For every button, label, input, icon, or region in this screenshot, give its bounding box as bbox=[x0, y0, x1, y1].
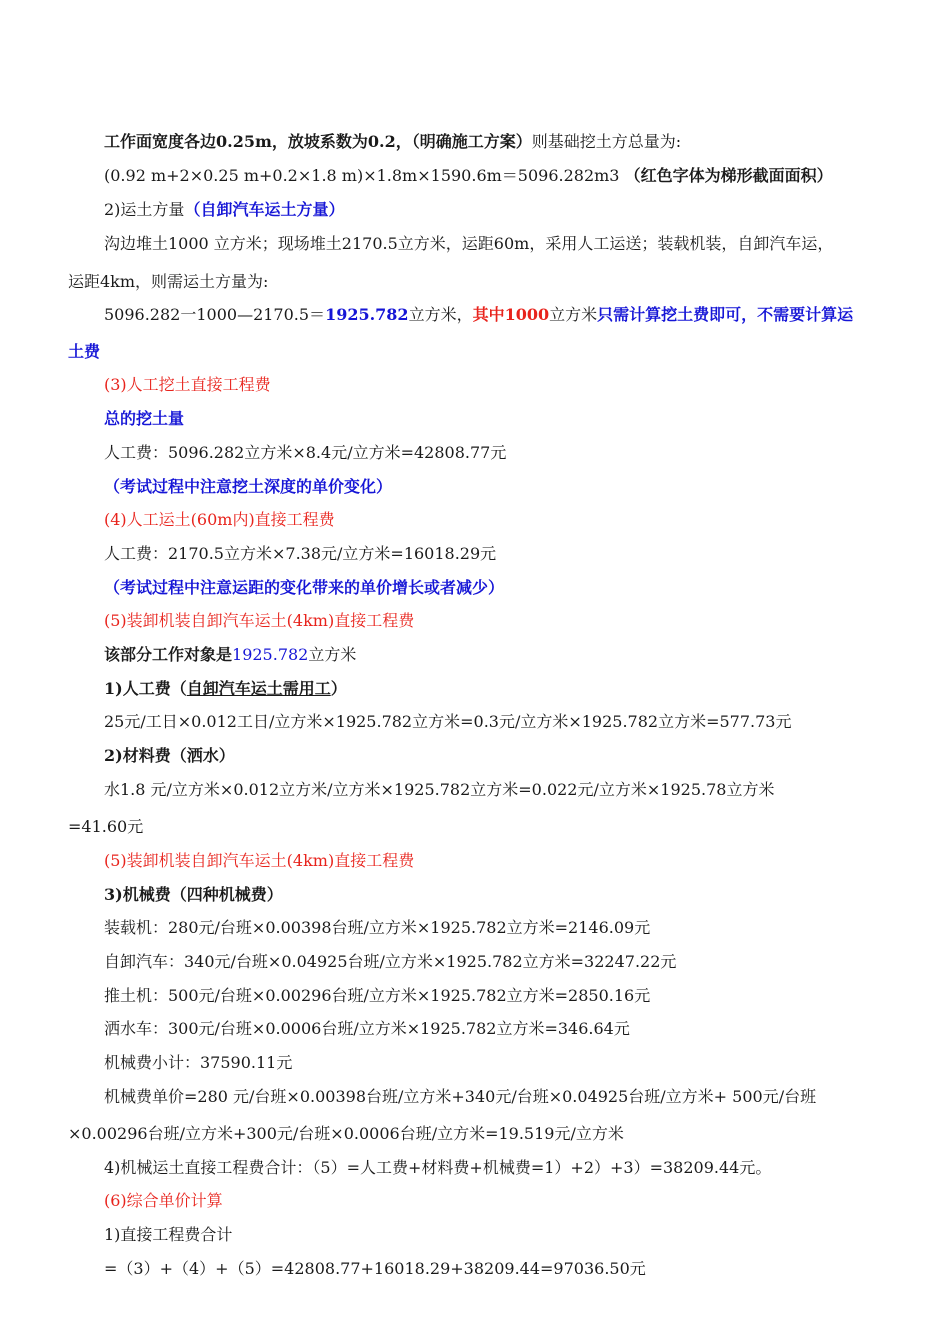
text-line-2 bbox=[104, 165, 833, 187]
line-segment: （考试过程中注意挖土深度的单价变化） bbox=[104, 477, 393, 496]
text-line-17 bbox=[104, 678, 347, 700]
line-segment: ×0.00296台班/立方米+300元/台班×0.0006台班/立方米=19.519元/立方米 bbox=[68, 1124, 624, 1143]
line-segment: ） bbox=[330, 679, 347, 698]
line-segment: （考试过程中注意运距的变化带来的单价增长或者减少） bbox=[104, 578, 505, 597]
line-segment: 运距4km，则需运土方量为: bbox=[68, 272, 269, 291]
line-segment: 立方米， bbox=[408, 305, 473, 324]
line-segment: (6)综合单价计算 bbox=[104, 1191, 223, 1210]
text-line-9 bbox=[104, 408, 184, 430]
line-segment: 1)人工费（ bbox=[104, 679, 187, 698]
text-line-5 bbox=[68, 271, 268, 293]
line-segment: 装载机：280元/台班×0.00398台班/立方米×1925.782立方米=2146.09元 bbox=[104, 918, 651, 937]
text-line-21 bbox=[68, 816, 143, 838]
line-segment: 3)机械费（四种机械费） bbox=[104, 885, 283, 904]
line-segment: 人工费：5096.282立方米×8.4元/立方米=42808.77元 bbox=[104, 443, 507, 462]
text-line-28 bbox=[104, 1052, 292, 1074]
text-line-14 bbox=[104, 577, 504, 599]
line-segment: =41.60元 bbox=[68, 817, 144, 836]
line-segment: 自卸汽车：340元/台班×0.04925台班/立方米×1925.782立方米=32247.22元 bbox=[104, 952, 677, 971]
line-segment: =（3）+（4）+（5）=42808.77+16018.29+38209.44=97036.50元 bbox=[104, 1259, 646, 1278]
line-segment: 工作面宽度各边0.25m，放坡系数为0.2，（明确施工方案） bbox=[104, 132, 532, 151]
line-segment: 总的挖土量 bbox=[104, 409, 185, 428]
text-line-24 bbox=[104, 917, 650, 939]
text-line-3 bbox=[104, 199, 344, 221]
line-segment: （红色字体为梯形截面面积） bbox=[624, 166, 833, 185]
line-segment: (0.92 m+2×0.25 m+0.2×1.8 m)×1.8m×1590.6m＝5096.282m3 bbox=[104, 166, 625, 185]
text-line-8 bbox=[104, 374, 271, 396]
text-line-26 bbox=[104, 985, 650, 1007]
line-segment: 4)机械运土直接工程费合计：（5）=人工费+材料费+机械费=1）+2）+3）=38209.44元。 bbox=[104, 1158, 772, 1177]
line-segment: (5)装卸机装自卸汽车运土(4km)直接工程费 bbox=[104, 611, 415, 630]
text-line-32 bbox=[104, 1190, 223, 1212]
line-segment: 立方米 bbox=[308, 645, 357, 664]
line-segment: 土费 bbox=[68, 342, 101, 361]
line-segment: 水1.8 元/立方米×0.012立方米/立方米×1925.782立方米=0.022元/立方米×1925.78立方米 bbox=[104, 780, 775, 799]
text-line-31 bbox=[104, 1157, 771, 1179]
text-line-34 bbox=[104, 1258, 646, 1280]
line-segment: 1925.782 bbox=[325, 305, 409, 324]
line-segment: 自卸汽车运土需用工 bbox=[186, 679, 331, 698]
line-segment: (5)装卸机装自卸汽车运土(4km)直接工程费 bbox=[104, 851, 415, 870]
line-segment: 5096.282一1000—2170.5＝ bbox=[104, 305, 326, 324]
text-line-4 bbox=[104, 233, 833, 255]
line-segment: 25元/工日×0.012工日/立方米×1925.782立方米=0.3元/立方米×1925.782立方米=577.73元 bbox=[104, 712, 792, 731]
text-line-19 bbox=[104, 745, 235, 767]
text-line-7 bbox=[68, 341, 100, 363]
text-line-33 bbox=[104, 1224, 232, 1246]
line-segment: 人工费：2170.5立方米×7.38元/立方米=16018.29元 bbox=[104, 544, 497, 563]
text-line-29 bbox=[104, 1086, 816, 1108]
line-segment: 机械费小计：37590.11元 bbox=[104, 1053, 293, 1072]
text-line-16 bbox=[104, 644, 356, 666]
line-segment: (4)人工运土(60m内)直接工程费 bbox=[104, 510, 335, 529]
text-line-12 bbox=[104, 509, 335, 531]
line-segment: 2)材料费（洒水） bbox=[104, 746, 235, 765]
text-line-18 bbox=[104, 711, 792, 733]
text-line-25 bbox=[104, 951, 676, 973]
text-line-6 bbox=[104, 304, 853, 326]
line-segment: 1925.782 bbox=[232, 645, 309, 664]
line-segment: 沟边堆土1000 立方米；现场堆土2170.5立方米，运距60m，采用人工运送；装载机装，自卸汽车运， bbox=[104, 234, 834, 253]
line-segment: 机械费单价=280 元/台班×0.00398台班/立方米+340元/台班×0.04925台班/立方米+ 500元/台班 bbox=[104, 1087, 817, 1106]
text-line-1 bbox=[104, 131, 681, 153]
text-line-11 bbox=[104, 476, 392, 498]
text-line-30 bbox=[68, 1123, 624, 1145]
line-segment: 只需计算挖土费即可，不需要计算运 bbox=[597, 305, 854, 324]
text-line-10 bbox=[104, 442, 506, 464]
text-line-27 bbox=[104, 1018, 630, 1040]
line-segment: 2)运土方量 bbox=[104, 200, 185, 219]
line-segment: （自卸汽车运土方量） bbox=[184, 200, 345, 219]
text-line-13 bbox=[104, 543, 496, 565]
line-segment: 1)直接工程费合计 bbox=[104, 1225, 233, 1244]
text-line-15 bbox=[104, 610, 414, 632]
line-segment: 则基础挖土方总量为: bbox=[531, 132, 682, 151]
text-line-22 bbox=[104, 850, 414, 872]
line-segment: 推土机：500元/台班×0.00296台班/立方米×1925.782立方米=2850.16元 bbox=[104, 986, 651, 1005]
line-segment: (3)人工挖土直接工程费 bbox=[104, 375, 271, 394]
line-segment: 洒水车：300元/台班×0.0006台班/立方米×1925.782立方米=346.64元 bbox=[104, 1019, 630, 1038]
line-segment: 其中1000 bbox=[472, 305, 550, 324]
text-line-20 bbox=[104, 779, 774, 801]
text-line-23 bbox=[104, 884, 283, 906]
line-segment: 该部分工作对象是 bbox=[104, 645, 233, 664]
line-segment: 立方米 bbox=[549, 305, 598, 324]
